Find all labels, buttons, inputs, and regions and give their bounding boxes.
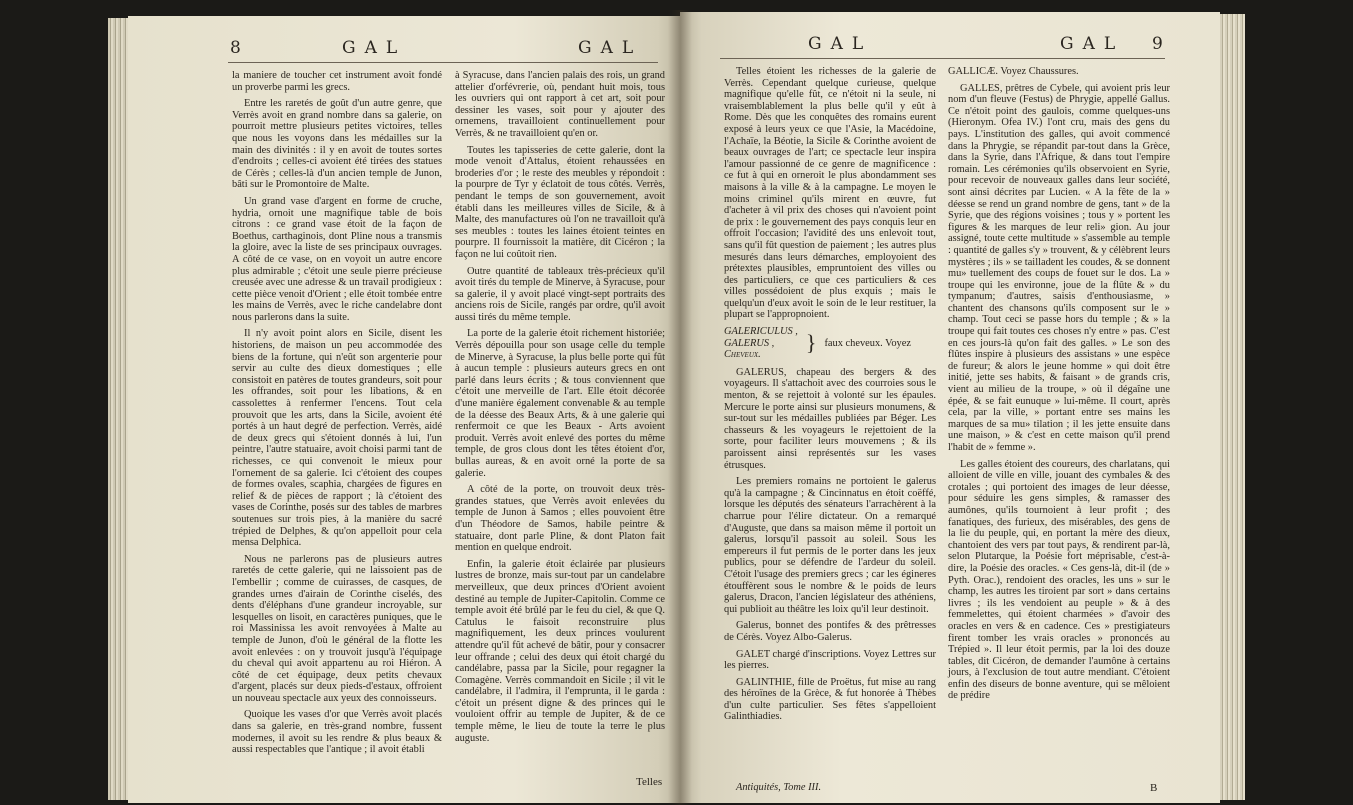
entry-definition: faux cheveux. Voyez <box>824 337 911 349</box>
left-running-head-a: GAL <box>342 38 407 58</box>
left-page <box>128 16 680 803</box>
left-head-rule <box>228 62 658 63</box>
paragraph: Un grand vase d'argent en forme de cruche, hydria, ornoit une magnifique table de bois citrons : ce grand vase étoit de la façon de Boethus, carthaginois, dont Pline nous a transmis la gloire, avec la liste de ses principaux ouvrages. A côté de ce vase, on en voyoit un autre encore plus admirable ; c'étoit une seule pierre précieuse creusée avec une adresse & un travail prodigieux : cette pièce venoit d'Orient ; elle étoit tombée entre les mains de Verrès, avec le riche candelabre dont nous parlerons dans la suite. <box>232 195 442 323</box>
right-column-a <box>724 66 936 728</box>
paragraph: Telles étoient les richesses de la galerie de Verrès. Cependant quelque curieuse, quelque magnifique qu'elle fût, ce n'étoit ni la seule, ni vraisemblablement la plus belle qu'il y eût à Rome. Dès que les conquêtes des romains eurent exposé à leurs yeux ce que l'Asie, la Macédoine, l'Achaïe, la Béotie, la Sicile & Corinthe avoient de beaux ouvrages de l'art; ce spectacle leur inspira l'amour passionné de ce genre de magnificence : ce fut à qui en orneroit le plus abondamment ses maisons à la ville & à la campagne. Le moyen le moins criminel qu'ils mirent en œuvre, fut d'acheter à vil prix des choses qui n'avoient point de prix : le gouvernement des pays conquis leur en offroit l'occasion; l'avidité des uns enlevoit tout, sans qu'il fût question de paiement ; les autres plus mesurés dans leurs démarches, employoient des prétextes plausibles, empruntoient des villes ou des particuliers, ce que ces particuliers & ces villes possédoient de plus exquis ; mais le quelqu'un d'eux avoit le soin de le leur restituer, la plupart se l'appropnoient. <box>724 66 936 321</box>
paragraph: Toutes les tapisseries de cette galerie, dont la mode venoit d'Attalus, étoient rehaussées en broderies d'or ; le reste des meubles y répondoit : la pourpre de Tyr y éclatoit de tous côtés. Verrès, pendant le temps de son gouvernement, avoit établi dans les meilleures villes de Sicile, & à Malte, des manufactures où l'on ne travailloit qu'à ses meubles : toutes les laines étoient teintes en pourpre. Il fournissoit la matière, dit Cicéron ; la façon ne lui coûtoit rien. <box>455 144 665 260</box>
headword: GALERUS , <box>724 337 775 349</box>
paragraph: Il n'y avoit point alors en Sicile, disent les historiens, de maison un peu accommodée des biens de la fortune, qui n'eût son argenterie pour servir au culte des dieux domestiques ; elle consistoit en patères de toutes grandeurs, soit pour les offrandes, soit pour les libations, & en cassolettes à renfermer l'encens. Tout cela prouvoit que les arts, dans la Sicile, avoient été portés à un haut degré de perfection. Verrès, aidé de deux grecs qui s'étoient donnés à lui, l'un peintre, l'autre statuaire, avoit choisi parmi tant de richesses, ce qui convenoit le mieux pour l'ornement de sa galerie. Ici c'étoient des coupes de formes ovales, scaphia, chargées de figures en relief & de pièces de rapport ; là c'étoient des vases de Corinthe, posés sur des tables de marbres soutenues sur trois pies, à la manière du sacré trépied de Delphes, & qu'on appelloit pour cela mensa Delphica. <box>232 328 442 549</box>
cross-reference: Cheveux. <box>724 349 761 361</box>
paragraph: GALERUS, chapeau des bergers & des voyageurs. Il s'attachoit avec des courroies sous le menton, & se rejettoit à volonté sur les épaules. Mercure le porte ainsi sur plusieurs monumens, & sur-tout sur les médailles publiées par Béger. Les chasseurs & les voyageurs le rejettoient de la sorte, pour faciliter leurs mouvemens ; & ils paroissent ainsi représentés sur les vases étrusques. <box>724 366 936 471</box>
galericulus-entry <box>724 326 936 361</box>
paragraph: GALINTHIE, fille de Proëtus, fut mise au rang des héroïnes de la Grèce, & fut honorée à Thèbes d'un culte particulier. Ses fêtes s'appelloient Galinthiadies. <box>724 676 936 723</box>
paragraph: Galerus, bonnet des pontifes & des prêtresses de Cérès. Voyez Albo-Galerus. <box>724 620 936 643</box>
right-head-rule <box>720 58 1165 59</box>
footer-volume-title: Antiquités, Tome III. <box>736 782 822 793</box>
headword: GALERICULUS , <box>724 326 798 338</box>
left-catchword: Telles <box>636 776 663 788</box>
paragraph: Outre quantité de tableaux très-précieux qu'il avoit tirés du temple de Minerve, à Syracuse, pour sa galerie, il y avoit placé vingt-sept portraits des anciens rois de Sicile, rangés par ordre, qu'il avoit aussi tirés du même temple. <box>455 265 665 323</box>
paragraph: Enfin, la galerie étoit éclairée par plusieurs lustres de bronze, mais sur-tout par un candelabre merveilleux, que deux princes d'Orient avoient destiné au temple de Jupiter-Capitolin. Comme ce temple avoit été brûlé par le feu du ciel, & que Q. Catulus le faisoit reconstruire plus magnifiquement, les deux princes voulurent attendre qu'il fût achevé de bâtir, pour y consacrer leur offrande ; celui des deux qui étoit chargé du candélabre, passa par la Sicile, pour regagner la Comagène. Verrès commandoit en Sicile ; il vit le candélabre, il l'admira, il l'emprunta, il le garda : c'étoit un présent digne & des princes qui le vouloient offrir au temple de Jupiter, & de ce temple même, le lieu de toute la terre le plus auguste. <box>455 558 665 744</box>
left-column-a <box>232 70 442 761</box>
paragraph: Nous ne parlerons pas de plusieurs autres raretés de cette galerie, qui ne laissoient pas de l'embellir ; comme de cuirasses, de casques, de grandes urnes d'airain de Corinthe ciselés, des dents d'éléphans d'une grandeur incroyable, sur lesquelles on lisoit, en caractères puniques, que le roi Massinissa les avoit renvoyées à Malte au temple de Junon, d'où le général de la flotte les avoit enlevées : on y trouvoit jusqu'à l'équipage du cheval qui avoit appartenu au roi Hiéron. A côté de cet équipage, deux petits chevaux d'argent, placés sur deux pieds-d'estaux, offroient un nouveau spectacle aux yeux des connoisseurs. <box>232 553 442 704</box>
brace-glyph: } <box>805 330 817 356</box>
paragraph: la maniere de toucher cet instrument avoit fondé un proverbe parmi les grecs. <box>232 70 442 93</box>
paragraph: à Syracuse, dans l'ancien palais des rois, un grand attelier d'orfévrerie, où, pendant huit mois, tous les ouvriers qui ont rapport à cet art, soit pour dessiner les vases, soit pour y ajouter des ornemens, travailloient continuellement pour Verrès, & ne travailloient qu'en or. <box>455 70 665 139</box>
book-gutter <box>668 10 692 805</box>
right-column-b <box>948 66 1170 707</box>
paragraph: Entre les raretés de goût d'un autre genre, que Verrès avoit en grand nombre dans sa galerie, on pourroit mettre plusieurs petites victoires, telles que nous les voyons dans les médailles sur la main des divinités : il y en avoit de toutes sortes d'endroits ; celles-ci avoient été tirées des statues de Cérès ; celles-là d'un ancien temple de Junon, bâti sur le Promontoire de Malte. <box>232 98 442 191</box>
right-running-head-b: GAL <box>1060 34 1125 54</box>
left-running-head-b: GAL <box>578 38 643 58</box>
signature-mark: B <box>1150 782 1158 794</box>
left-page-number: 8 <box>230 38 241 58</box>
paragraph: La porte de la galerie étoit richement historiée; Verrès dépouilla pour son usage celle du temple de Minerve, à Syracuse, la plus belle porte qui fût à aucun temple : plusieurs auteurs grecs en ont parlé dans leurs écrits ; & tous conviennent que c'étoit une merveille de l'art. Elle étoit décorée d'une manière également convenable & au temple de la déesse des Beaux Arts, & à une galerie qui renfermoit ce que les Beaux - Arts avoient produit. Verrès avoit enlevé des portes du même temple, de gros clous dont les têtes étoient d'or, bullas aureas, & en avoit orné la porte de sa galerie. <box>455 328 665 479</box>
paragraph: GALET chargé d'inscriptions. Voyez Lettres sur les pierres. <box>724 648 936 672</box>
left-column-b <box>455 70 665 749</box>
paragraph: Les galles étoient des coureurs, des charlatans, qui alloient de ville en ville, jouant des cymbales & des crotales ; qui portoient des images de leur déesse, pour séduire les gens simples, & ramasser des aumônes, qu'ils tournoient à leur profit ; des fanatiques, des furieux, des misérables, des gens de la lie du peuple, qui, en portant la mère des dieux, chantoient des vers par tout pays, & rendirent par-là, selon Plutarque, la Poésie fort méprisable, c'est-à-dire, la Poésie des oracles. « Ces gens-là, dit-il (de » Pyth. Orac.), rendoient des oracles, les uns » sur le champ, les autres les tiroient par sort » dans certains livres ; ils les vendoient au peuple » & à des femmelettes, qui étoient charmées » d'avoir des oracles en vers & en cadence. Ces » prestigiateurs firent tomber les vrais oracles » prononcés au Trépied ». Il leur étoit permis, par la loi des douze tables, dit Cicéron, de demander l'aumône à certains jours, à l'exclusion de tout autre mendiant. C'étoient enfin des diseurs de bonne aventure, qui se mêloient de prédire <box>948 458 1170 702</box>
right-page-number: 9 <box>1152 34 1163 54</box>
paragraph: A côté de la porte, on trouvoit deux très-grandes statues, que Verrès avoit enlevées du temple de Junon à Samos ; elles pouvoient être d'un Théodore de Samos, habile peintre & statuaire, dont parle Pline, & dont Platon fait mention en quelque endroit. <box>455 484 665 554</box>
paragraph: GALLES, prêtres de Cybele, qui avoient pris leur nom d'un fleuve (Festus) de Phrygie, appellé Gallus. Ce n'étoit point des gaulois, comme quelques-uns (Hieronym. Ofea IV.) l'ont cru, mais des gens du pays. L'institution des galles, qui avoit commencé dans la Phrygie, se répandit par-tout dans la Grèce, dans la Syrie, dans l'Afrique, & dans tout l'empire romain. Les cérémonies qu'ils observoient en Syrie, pour recevoir de nouveaux galles dans leur société, sont ainsi décrites par Lucien. « A la fête de la » déesse se rend un grand nombre de gens, tant » de la Syrie, que des régions voisines ; tous y » portent les figures & les marques de leur reli» gion. Au jour assigné, toute cette multitude » s'assemble au temple : quantité de galles s'y » trouvent, & y célèbrent leurs mystères ; ils » se tailladent les coudes, & se donnent mu» tuellement des coups de fouet sur le dos. La » troupe qui les environne, joue de la flûte & » du tympanum; d'autres, saisis d'enthousiasme, » chantent des chansons qu'ils composent sur le » champ. Tout ceci se passe hors du temple ; & » la troupe qui fait toutes ces choses n'y entre » pas. C'est en ces jours-là qu'on fait des galles. » Le son des flûtes inspire à plusieurs des assistans » une espèce de fureur; & alors le jeune homme » qui doit être initié, jette ses habits, & faisant » de grands cris, vient au milieu de la troupe, » où il dégaîne une épée, & se fait eunuque » lui-même. Il court, après cela, par la ville, » portant entre ses mains les marques de sa mu» tilation ; il les jette ensuite dans une maison, » & c'est en cette maison qu'il prend l'habit de » femme ». <box>948 82 1170 453</box>
entry-headwords <box>724 326 798 361</box>
right-running-head-a: GAL <box>808 34 873 54</box>
paragraph: Les premiers romains ne portoient le galerus qu'à la campagne ; & Cincinnatus en étoit coëffé, lorsque les députés des sénateurs l'arrachèrent à la charrue pour l'élire dictateur. On a remarqué d'Auguste, que dans sa maison même il portoit un galerus, lorsqu'il passoit au soleil. Sous les empereurs il fut permis de le porter dans les jeux publics, pour se défendre de l'ardeur du soleil. C'étoit l'usage des premiers grecs ; car les égineres étouffèrent sous le nombre & le poids de leurs galerus, Dracon, l'ancien législateur des athéniens, qui publioit au théâtre les loix qu'il leur destinoit. <box>724 476 936 615</box>
paragraph: Quoique les vases d'or que Verrès avoit placés dans sa galerie, en très-grand nombre, fussent modernes, il avoit su les rendre & plus beaux & aussi respectables que l'antique ; il avoit établi <box>232 709 442 756</box>
right-page <box>680 12 1220 803</box>
paragraph: GALLICÆ. Voyez Chaussures. <box>948 66 1079 77</box>
